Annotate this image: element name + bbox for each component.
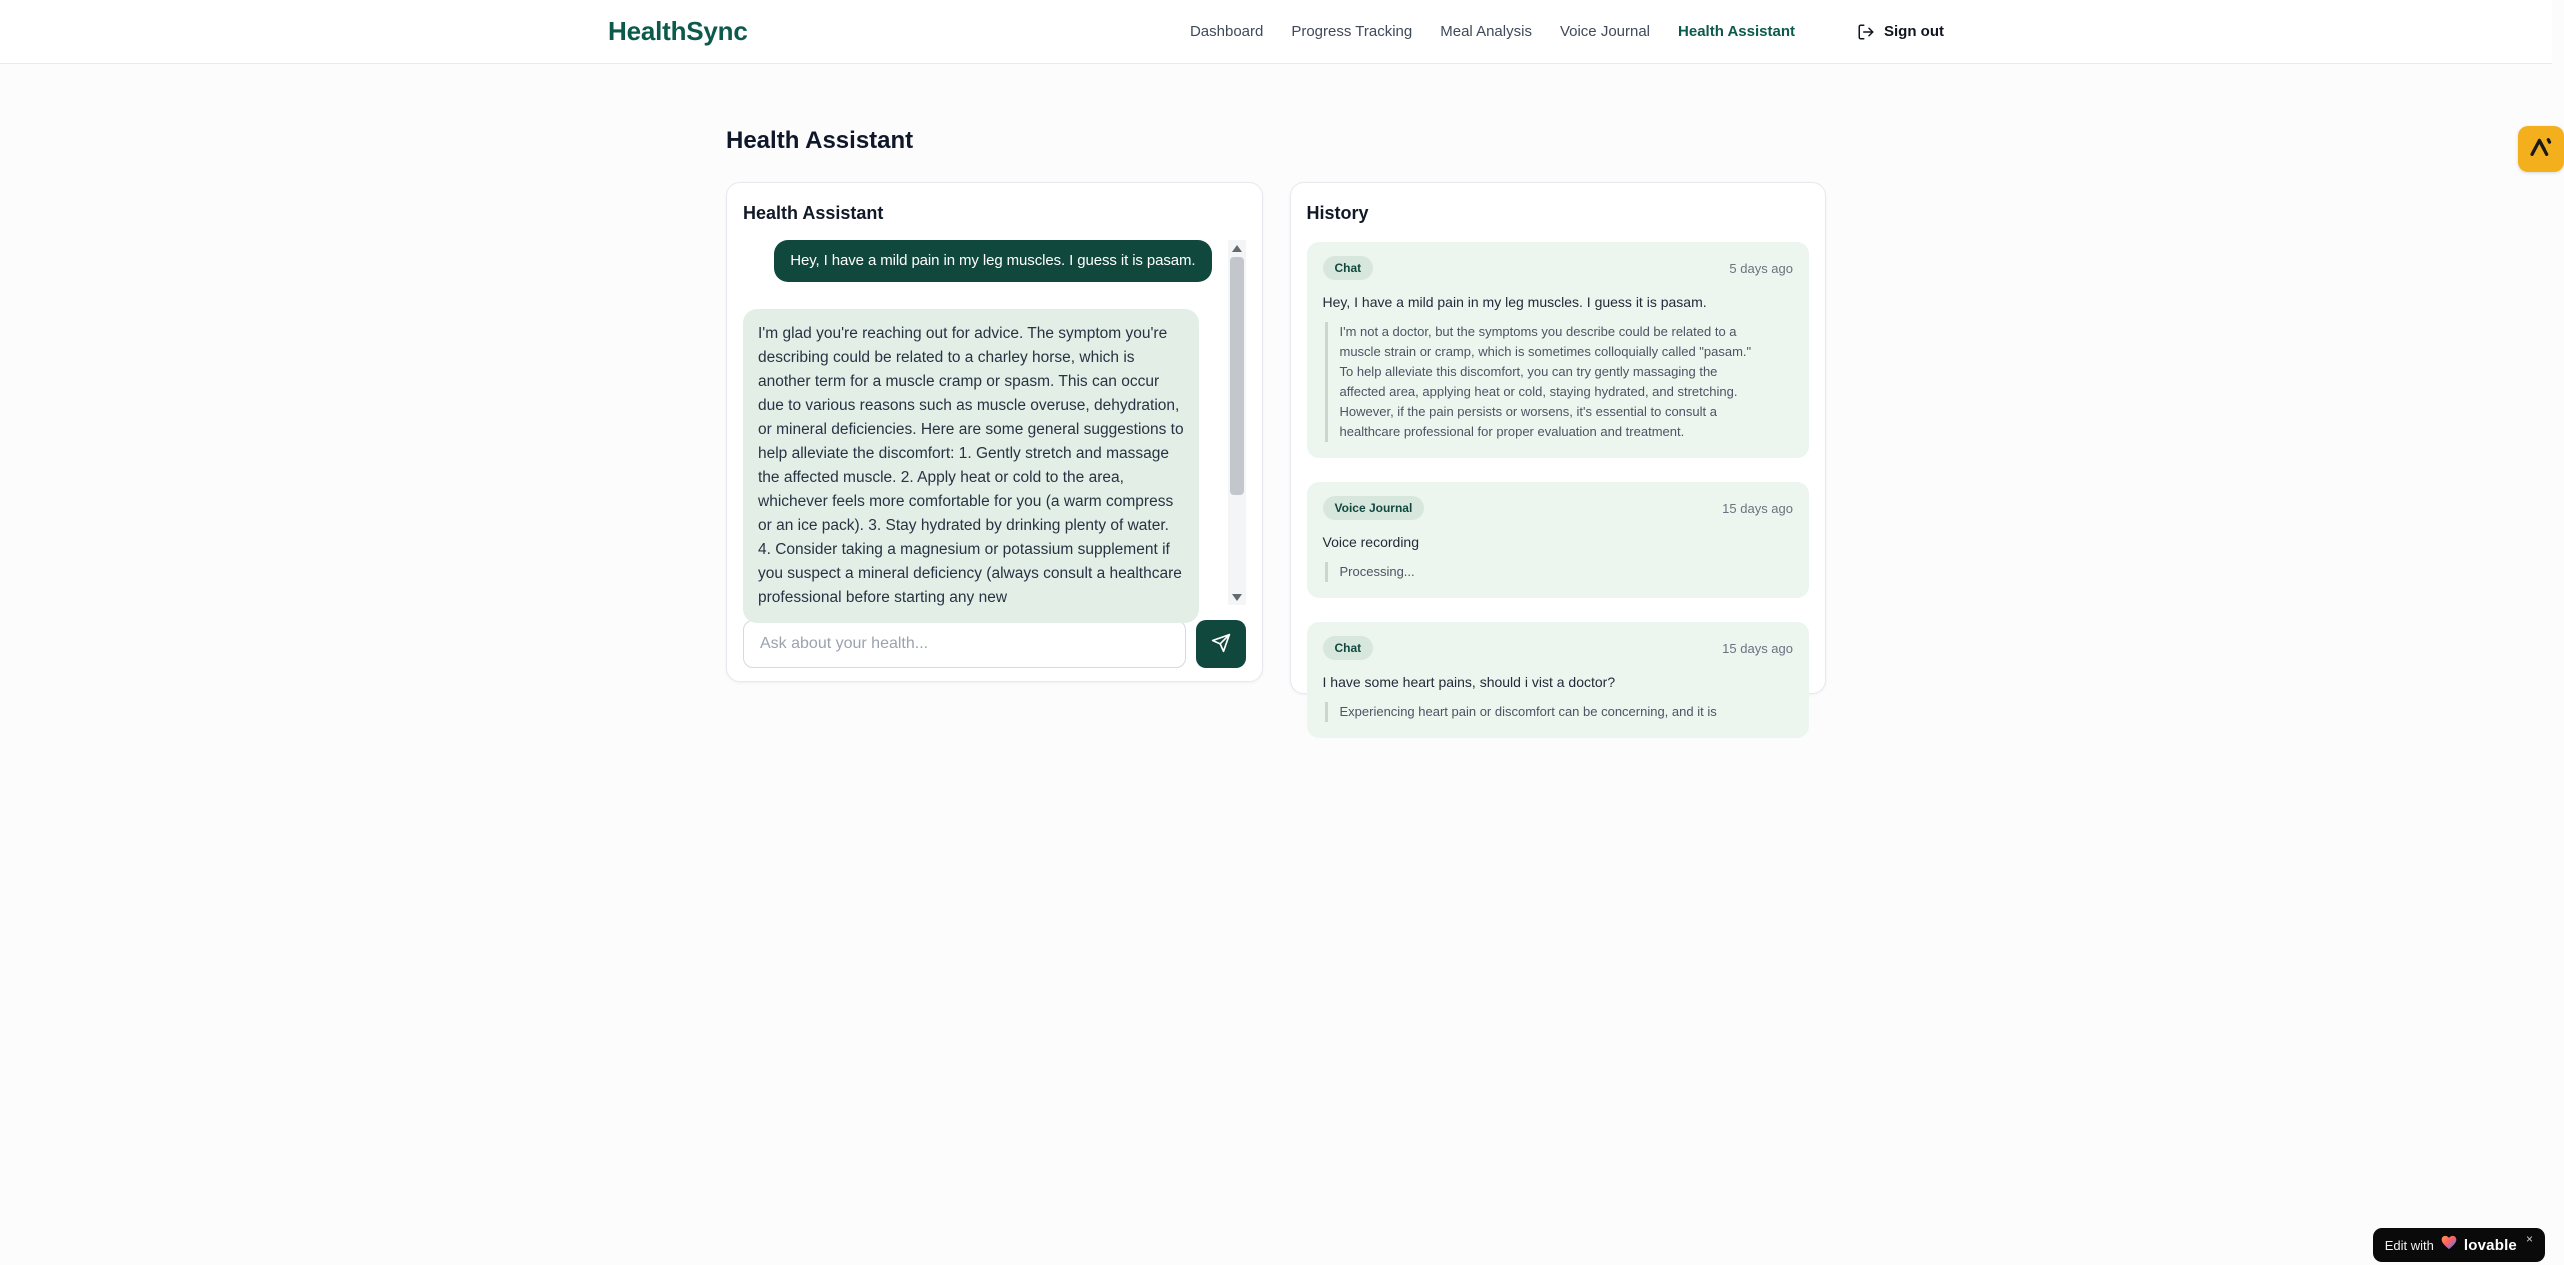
history-entry (1307, 242, 1810, 458)
chat-scrollbar[interactable] (1228, 240, 1246, 605)
main-content (726, 64, 1826, 719)
entry-timestamp: 15 days ago (1722, 640, 1793, 656)
nav-item-health-assistant[interactable]: Health Assistant (1678, 23, 1795, 40)
chat-message-area (743, 240, 1246, 605)
entry-type-badge: Chat (1323, 256, 1374, 280)
nav-item-progress-tracking[interactable]: Progress Tracking (1291, 23, 1413, 40)
entry-response-quote: Experiencing heart pain or discomfort can be concerning, and it is (1325, 702, 1767, 722)
entry-timestamp: 15 days ago (1722, 500, 1793, 516)
chat-card-title: Health Assistant (743, 203, 884, 223)
entry-type-badge: Chat (1323, 636, 1374, 660)
entry-user-text: Voice recording (1322, 534, 1420, 550)
edit-with-lovable-badge[interactable] (2373, 1228, 2545, 1262)
entry-response-quote: I'm not a doctor, but the symptoms you describe could be related to a muscle strain or cramp, which is sometimes colloquially called "pasam." To help alleviate this discomfort, you can try gently massaging the affected area, applying heat or cold, staying hydrated, and stretching. However, if the pain persists or worsens, it's essential to consult a healthcare professional for proper evaluation and treatment. (1325, 322, 1767, 442)
main-nav (1190, 23, 1944, 41)
entry-type-badge: Voice Journal (1323, 496, 1425, 520)
chat-message-assistant: I'm glad you're reaching out for advice. The symptom you're describing could be related to a charley horse, which is another term for a muscle cramp or spasm. This can occur due to various reasons such as muscle overuse, dehydration, or mineral deficiencies. Here are some general suggestions to help alleviate the discomfort: 1. Gently stretch and massage the affected muscle. 2. Apply heat or cold to the area, whichever feels more comfortable for you (a warm compress or an ice pack). 3. Stay hydrated by drinking plenty of water. 4. Consider taking a magnesium or potassium supplement if you suspect a mineral deficiency (always consult a healthcare professional before starting any new (743, 309, 1199, 623)
entry-timestamp: 5 days ago (1729, 260, 1793, 276)
nav-item-voice-journal[interactable]: Voice Journal (1559, 23, 1651, 40)
health-assistant-chat-card (726, 182, 1263, 682)
nav-item-dashboard[interactable]: Dashboard (1189, 23, 1264, 40)
sign-out-label: Sign out (1884, 23, 1944, 40)
brand-logo[interactable]: HealthSync (608, 16, 748, 46)
heart-gradient-icon (2441, 1235, 2457, 1255)
entry-user-text: Hey, I have a mild pain in my leg muscles. I guess it is pasam. (1322, 294, 1707, 310)
history-card-title: History (1306, 203, 1369, 223)
history-entry (1307, 622, 1810, 738)
history-card (1290, 182, 1827, 719)
lovable-label: lovable (2463, 1236, 2517, 1254)
entry-response-quote: Processing... (1325, 562, 1767, 582)
close-icon[interactable]: × (2525, 1232, 2533, 1246)
scrollbar-down-arrow[interactable] (1228, 589, 1246, 605)
paper-plane-icon (1211, 633, 1231, 656)
scrollbar-up-arrow[interactable] (1228, 240, 1246, 256)
send-message-button[interactable] (1196, 620, 1246, 668)
sign-out-button[interactable] (1857, 23, 1944, 41)
page-title: Health Assistant (726, 127, 914, 154)
side-widget-badge[interactable] (2518, 126, 2564, 172)
scrollbar-thumb[interactable] (1230, 257, 1244, 495)
widget-mountain-icon (2528, 134, 2554, 165)
nav-item-meal-analysis[interactable]: Meal Analysis (1440, 23, 1532, 40)
edit-with-label: Edit with (2384, 1237, 2434, 1253)
health-question-input[interactable] (743, 620, 1186, 668)
history-entry (1307, 482, 1810, 598)
chat-message-user: Hey, I have a mild pain in my leg muscles. I guess it is pasam. (774, 240, 1211, 282)
log-out-icon (1857, 23, 1875, 41)
top-navbar (0, 0, 2552, 64)
entry-user-text: I have some heart pains, should i vist a doctor? (1322, 674, 1616, 690)
